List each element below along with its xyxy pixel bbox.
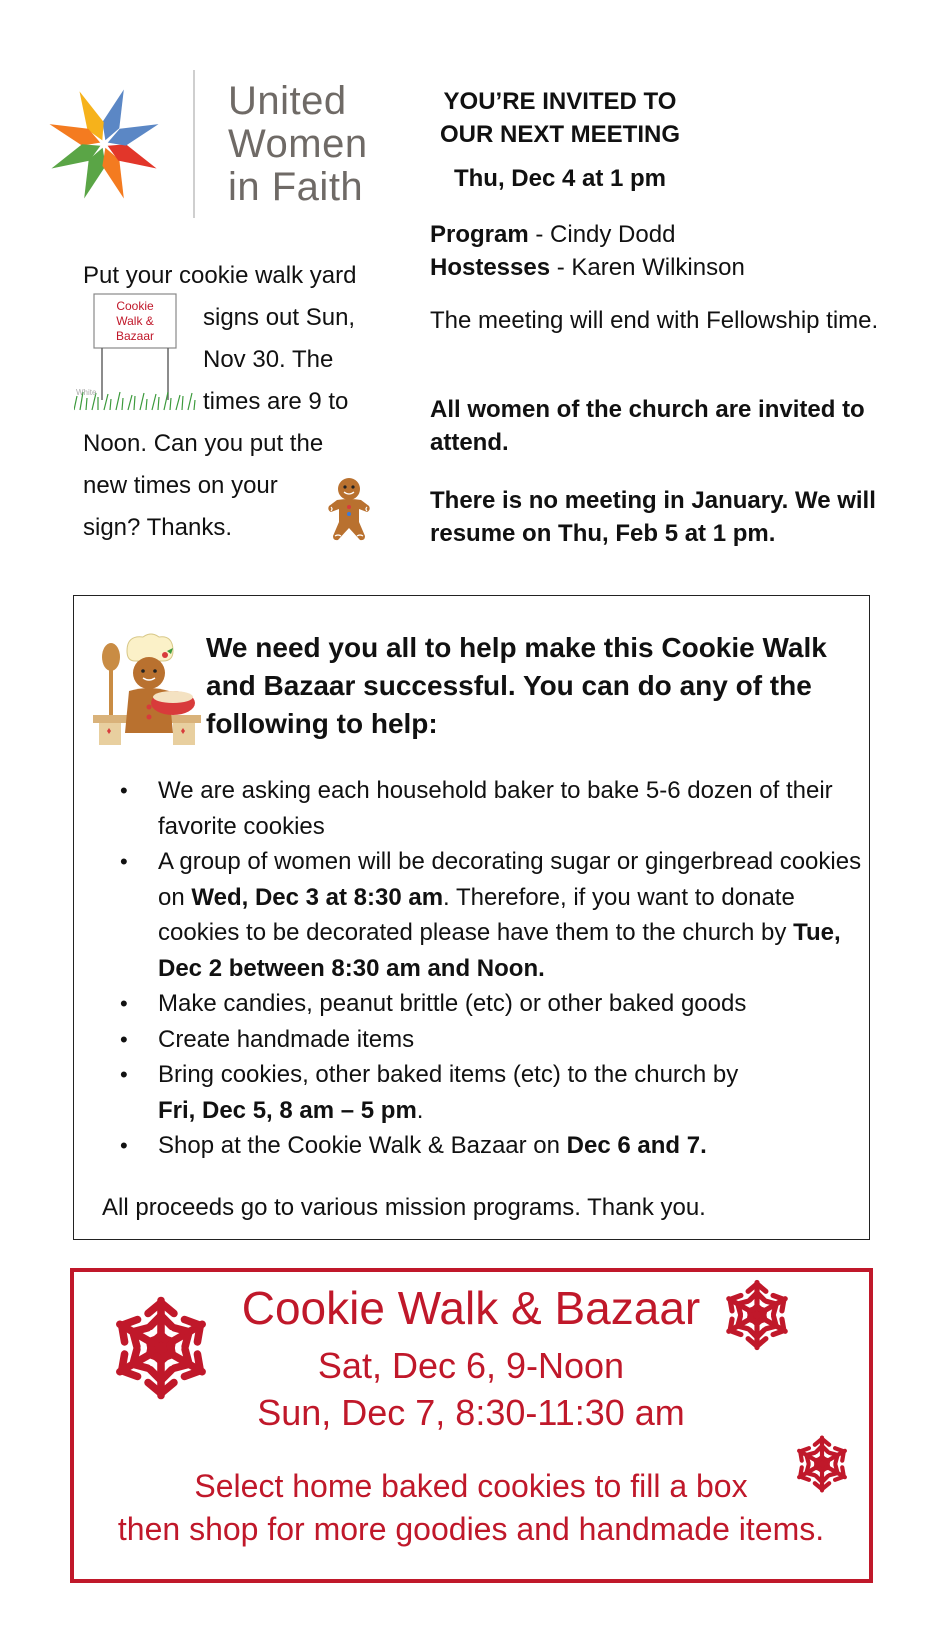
united-women-in-faith-logo-icon bbox=[44, 84, 164, 204]
logo-line-in-faith: in Faith bbox=[228, 165, 364, 209]
bazaar-title: Cookie Walk & Bazaar bbox=[241, 1282, 701, 1334]
yard-sign-label-line: Bazaar bbox=[115, 329, 155, 343]
bazaar-sunday-hours: Sun, Dec 7, 8:30-11:30 am bbox=[257, 1392, 685, 1433]
invite-heading-line2: OUR NEXT MEETING bbox=[439, 121, 680, 148]
yard-sign-text-line: Put your cookie walk yard bbox=[83, 262, 357, 289]
meeting-date: Thu, Dec 4 at 1 pm bbox=[453, 165, 667, 192]
event-dates: Dec 6 and 7. bbox=[566, 1132, 707, 1159]
hostesses-line bbox=[430, 251, 890, 284]
help-list bbox=[118, 773, 868, 1164]
list-item bbox=[118, 773, 868, 844]
yard-sign-icon bbox=[74, 292, 196, 416]
logo-divider bbox=[193, 70, 195, 218]
yard-sign-text-line: Nov 30. The bbox=[203, 346, 334, 373]
gingerbread-baker-icon bbox=[93, 633, 201, 751]
yard-sign-text-line: sign? Thanks. bbox=[83, 514, 232, 541]
snowflake-icon bbox=[720, 1275, 794, 1355]
snowflake-icon bbox=[792, 1432, 852, 1496]
help-item-text: Bring cookies, other baked items (etc) to the church by bbox=[158, 1061, 739, 1088]
help-item-text: . bbox=[416, 1096, 424, 1124]
help-item-text: We are asking each household baker to bake 5-6 dozen of their favorite cookies bbox=[158, 777, 833, 840]
list-item bbox=[118, 1128, 868, 1164]
list-item bbox=[118, 1057, 868, 1128]
fellowship-paragraph: The meeting will end with Fellowship time. bbox=[430, 307, 879, 334]
program-value: - Cindy Dodd bbox=[528, 221, 676, 248]
program-line bbox=[430, 218, 890, 251]
bazaar-description-line1: Select home baked cookies to fill a box bbox=[194, 1468, 748, 1504]
hostesses-value: - Karen Wilkinson bbox=[550, 254, 745, 281]
help-item-text: A group of women will be decorating sugar or gingerbread cookies on bbox=[158, 848, 862, 911]
hostesses-label: Hostesses bbox=[430, 254, 551, 281]
yard-sign-small-text: White bbox=[76, 388, 97, 397]
help-item-text: Shop at the Cookie Walk & Bazaar on bbox=[158, 1132, 567, 1159]
yard-sign-text-line: new times on your bbox=[83, 472, 278, 499]
help-footer: All proceeds go to various mission programs. Thank you. bbox=[102, 1194, 706, 1221]
help-item-text: . Therefore, if you want to donate cookies to be decorated please have them to the church by bbox=[158, 883, 795, 946]
help-item-text: Make candies, peanut brittle (etc) or other baked goods bbox=[158, 990, 747, 1017]
list-item bbox=[118, 986, 868, 1022]
yard-sign-text-line: Noon. Can you put the bbox=[83, 430, 324, 457]
no-january-meeting-paragraph: There is no meeting in January. We will resume on Thu, Feb 5 at 1 pm. bbox=[430, 487, 876, 547]
snowflake-icon bbox=[107, 1289, 215, 1407]
help-item-text: Create handmade items bbox=[158, 1025, 415, 1053]
logo-line-united: United bbox=[228, 79, 347, 123]
yard-sign-text-line: times are 9 to bbox=[203, 388, 349, 415]
yard-sign-label-line: Walk & bbox=[116, 314, 154, 328]
invite-heading-line1: YOU’RE INVITED TO bbox=[443, 88, 677, 115]
list-item bbox=[118, 1022, 868, 1058]
yard-sign-text-line: signs out Sun, bbox=[203, 304, 356, 331]
yard-sign-label-line: Cookie bbox=[116, 299, 154, 313]
bazaar-saturday-hours: Sat, Dec 6, 9-Noon bbox=[317, 1345, 625, 1386]
gingerbread-man-icon bbox=[327, 476, 371, 542]
logo-line-women: Women bbox=[228, 122, 368, 166]
donation-deadline: Tue, Dec 2 between 8:30 am and Noon. bbox=[158, 919, 841, 982]
dropoff-time: Fri, Dec 5, 8 am – 5 pm bbox=[158, 1096, 417, 1124]
invite-heading bbox=[360, 85, 760, 151]
bazaar-description-line2: then shop for more goodies and handmade items. bbox=[117, 1511, 825, 1547]
help-heading: We need you all to help make this Cookie Walk and Bazaar successful. You can do any of the following to help: bbox=[206, 632, 827, 739]
list-item bbox=[118, 844, 868, 986]
program-label: Program bbox=[430, 221, 529, 248]
decorating-date: Wed, Dec 3 at 8:30 am bbox=[191, 883, 444, 911]
all-women-invited-paragraph: All women of the church are invited to attend. bbox=[430, 396, 865, 456]
logo-wordmark bbox=[228, 80, 368, 209]
